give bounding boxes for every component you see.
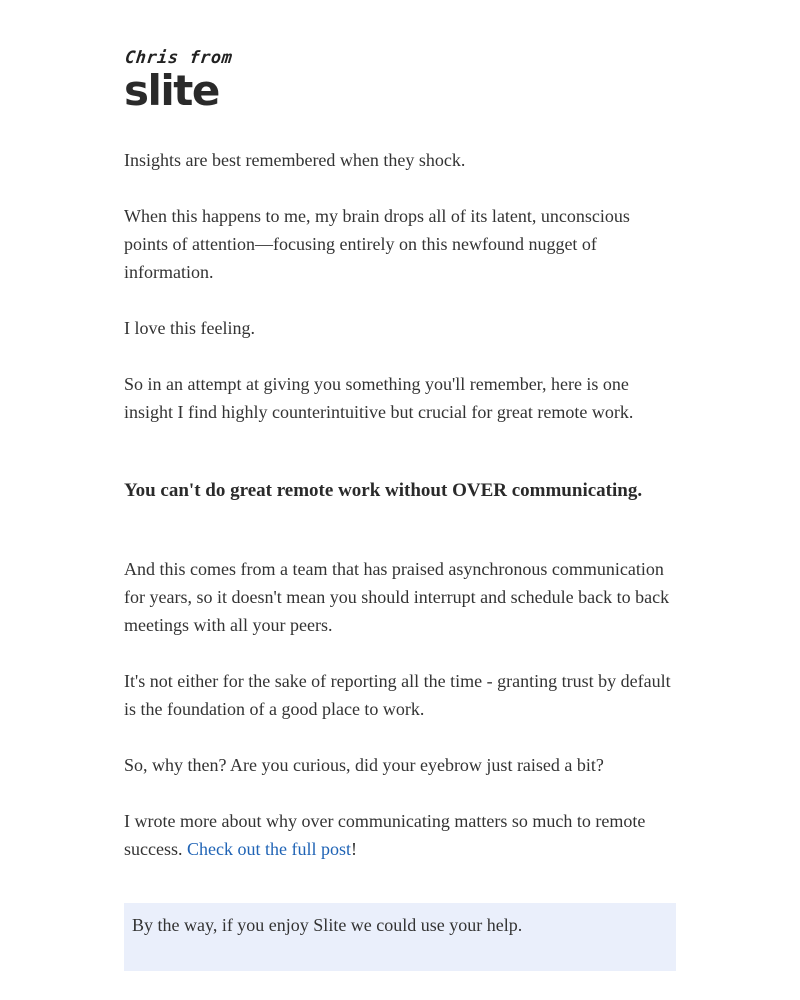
- email-body: [124, 40, 676, 971]
- key-insight-heading: You can't do great remote work without OVER communicating.: [124, 480, 643, 501]
- callout-text: By the way, if you enjoy Slite we could use your help.: [132, 915, 523, 935]
- paragraph-3: I love this feeling.: [124, 318, 255, 338]
- paragraph-7: So, why then? Are you curious, did your eyebrow just raised a bit?: [124, 755, 604, 775]
- paragraph-6: It's not either for the sake of reporting all the time - granting trust by default is the foundation of a good place to work.: [124, 671, 671, 719]
- paragraph-8: [124, 807, 676, 863]
- paragraph-8-lead: I wrote more about why over communicating matters so much to remote success.: [124, 811, 646, 859]
- logo-script-text: Chris from: [123, 48, 234, 68]
- paragraph-2: When this happens to me, my brain drops all of its latent, unconscious points of attention—focusing entirely on this newfound nugget of information.: [124, 206, 630, 282]
- paragraph-1: Insights are best remembered when they shock.: [124, 150, 466, 170]
- paragraph-8-tail: !: [350, 839, 357, 859]
- paragraph-4: So in an attempt at giving you something you'll remember, here is one insight I find highly counterintuitive but crucial for great remote work.: [124, 374, 634, 422]
- help-callout-box: [124, 903, 676, 971]
- logo-wordmark: slite: [124, 66, 219, 115]
- slite-logo: [124, 40, 676, 118]
- full-post-link[interactable]: Check out the full post: [186, 839, 351, 859]
- paragraph-5: And this comes from a team that has praised asynchronous communication for years, so it doesn't mean you should interrupt and schedule back to back meetings with all your peers.: [124, 559, 670, 635]
